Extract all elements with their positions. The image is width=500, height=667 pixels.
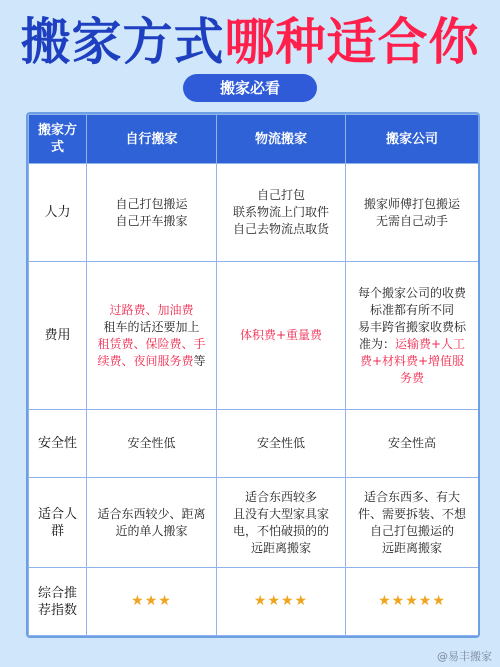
star-icon: ★★★★★ <box>378 593 446 609</box>
badge: 搬家必看 <box>183 74 317 102</box>
comparison-table <box>26 112 480 638</box>
cell-cost-self: 过路费、加油费 租车的话还要加上 租赁费、保险费、手 续费、夜间服务费等 <box>87 262 217 410</box>
row-label-cost: 费用 <box>29 262 87 410</box>
header-company: 搬家公司 <box>346 115 479 164</box>
cell-safety-company: 安全性高 <box>346 410 479 478</box>
header-method: 搬家方式 <box>29 115 87 164</box>
table-row <box>29 568 479 636</box>
table-row <box>29 410 479 478</box>
table-header-row <box>29 115 479 164</box>
header-logistics: 物流搬家 <box>217 115 346 164</box>
row-label-rating: 综合推荐指数 <box>29 568 87 636</box>
header-self: 自行搬家 <box>87 115 217 164</box>
cell-cost-company: 每个搬家公司的收费 标准都有所不同 易丰跨省搬家收费标 准为：运输费+人工 费+材料费+增值服 务费 <box>346 262 479 410</box>
cell-fit-logistics: 适合东西较多 且没有大型家具家 电，不怕破损的的 远距离搬家 <box>217 478 346 568</box>
rating-logistics <box>217 568 346 636</box>
watermark: @易丰搬家 <box>437 650 492 663</box>
rating-self <box>87 568 217 636</box>
cell-labor-company: 搬家师傅打包搬运 无需自己动手 <box>346 164 479 262</box>
cell-safety-self: 安全性低 <box>87 410 217 478</box>
title-part-2: 哪种适合你 <box>224 13 480 71</box>
cell-labor-self: 自己打包搬运 自己开车搬家 <box>87 164 217 262</box>
star-icon: ★★★ <box>131 593 172 609</box>
cell-labor-logistics: 自己打包 联系物流上门取件 自己去物流点取货 <box>217 164 346 262</box>
rating-company <box>346 568 479 636</box>
cell-fit-company: 适合东西多、有大 件、需要拆装、不想 自己打包搬运的 远距离搬家 <box>346 478 479 568</box>
table-row <box>29 262 479 410</box>
cell-fit-self: 适合东西较少、距离 近的单人搬家 <box>87 478 217 568</box>
row-label-labor: 人力 <box>29 164 87 262</box>
cell-cost-logistics: 体积费+重量费 <box>217 262 346 410</box>
cell-safety-logistics: 安全性低 <box>217 410 346 478</box>
title-part-1: 搬家方式 <box>20 13 225 71</box>
page-title <box>0 6 500 78</box>
table-row <box>29 478 479 568</box>
row-label-fit: 适合人群 <box>29 478 87 568</box>
star-icon: ★★★★ <box>253 593 309 609</box>
table-row <box>29 164 479 262</box>
row-label-safety: 安全性 <box>29 410 87 478</box>
